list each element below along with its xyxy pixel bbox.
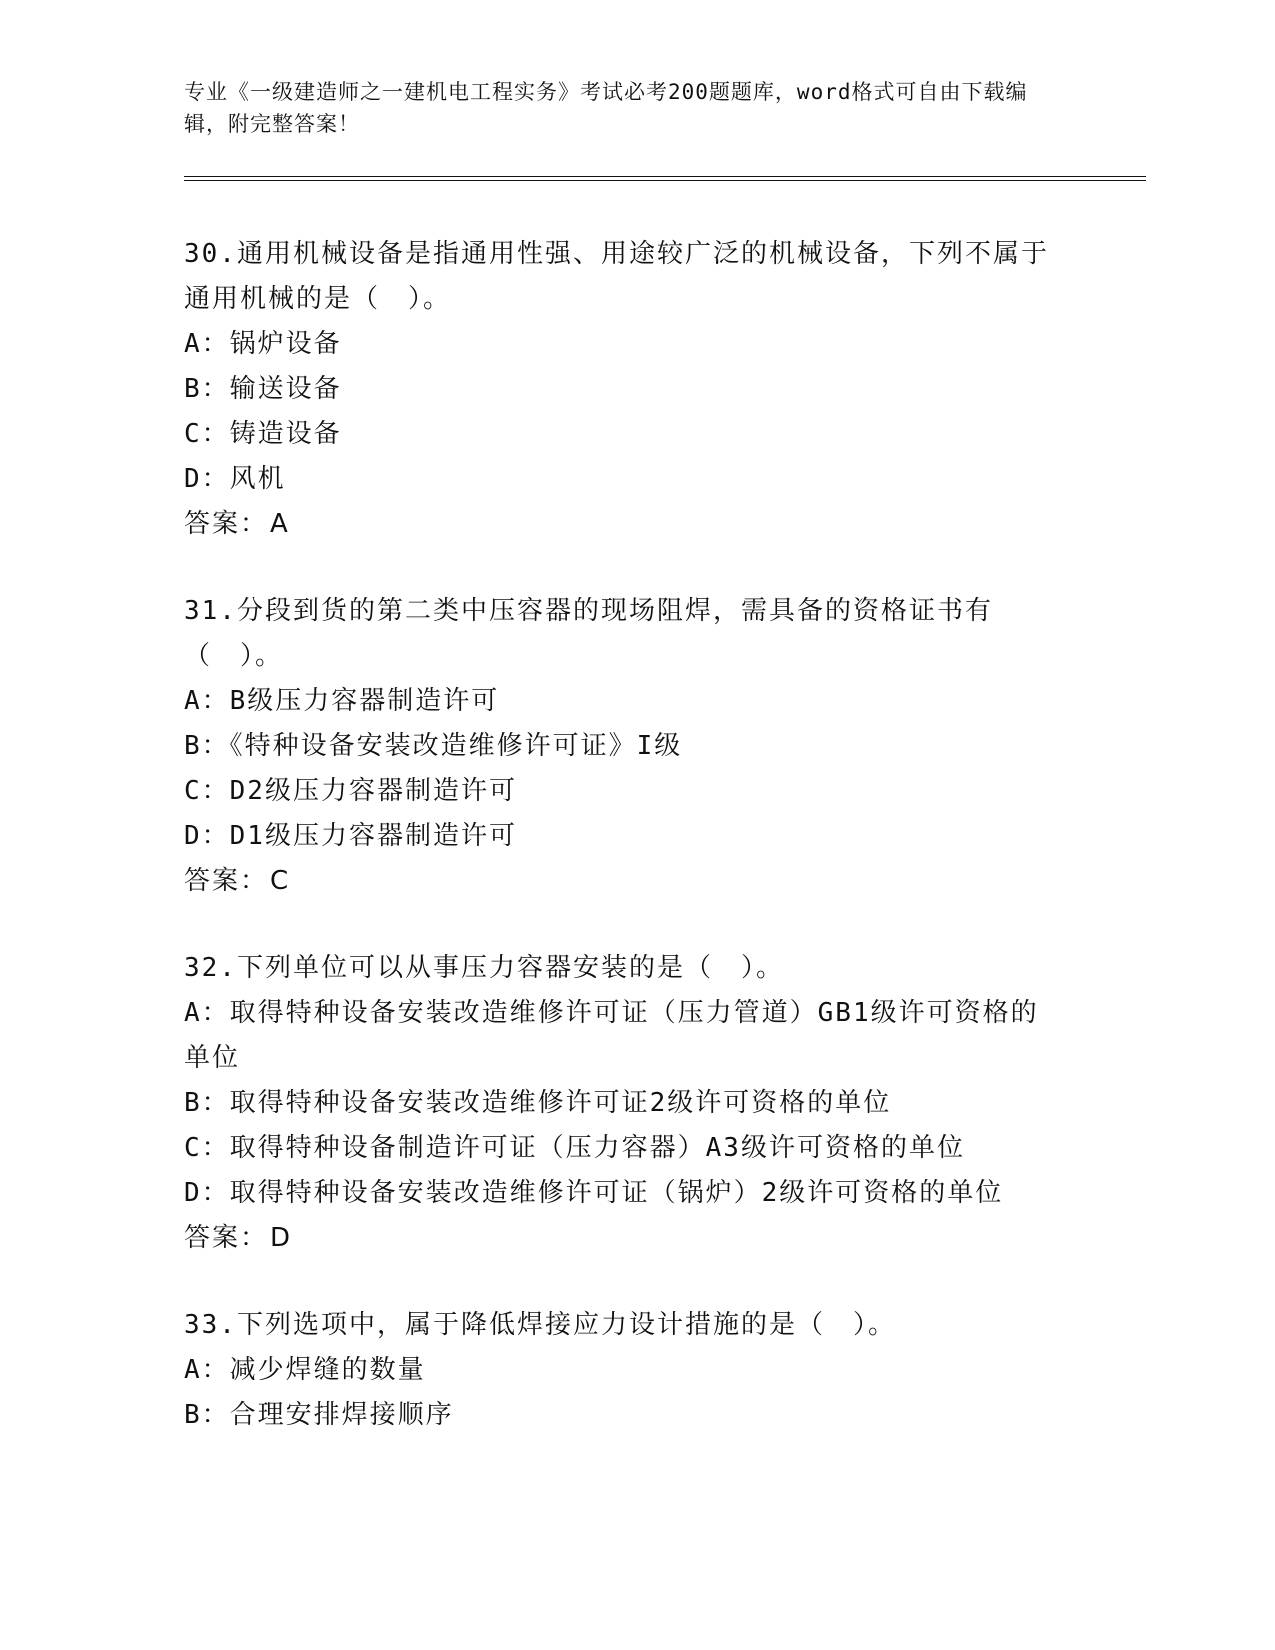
question-31 (184, 589, 1064, 904)
question-stem: 通用机械设备是指通用性强、用途较广泛的机械设备，下列不属于通用机械的是（ ）。 (184, 239, 1049, 314)
answer-line (184, 502, 1064, 547)
question-number: 33. (184, 1310, 237, 1340)
question-number: 31. (184, 596, 237, 626)
question-text (184, 946, 1064, 991)
option-a: A：锅炉设备 (184, 329, 342, 359)
option-a: A：B级压力容器制造许可 (184, 686, 500, 716)
option-a: A：减少焊缝的数量 (184, 1355, 426, 1385)
question-text (184, 589, 1064, 679)
question-number: 30. (184, 239, 237, 269)
option-c: C：取得特种设备制造许可证（压力容器）A3级许可资格的单位 (184, 1133, 965, 1163)
option-d: D：风机 (184, 464, 286, 494)
option-d: D：取得特种设备安装改造维修许可证（锅炉）2级许可资格的单位 (184, 1178, 1004, 1208)
option-c: C：D2级压力容器制造许可 (184, 776, 517, 806)
answer-label: 答案： (184, 1223, 269, 1253)
intro-text: 专业《一级建造师之一建机电工程实务》考试必考200题题库，word格式可自由下载编辑，附完整答案！ (184, 80, 1028, 136)
option-b: B：取得特种设备安装改造维修许可证2级许可资格的单位 (184, 1088, 892, 1118)
answer-value: A (270, 509, 290, 539)
question-30 (184, 232, 1064, 547)
answer-line (184, 859, 1064, 904)
question-stem: 下列单位可以从事压力容器安装的是（ ）。 (236, 953, 784, 983)
answer-label: 答案： (184, 509, 269, 539)
question-list (184, 232, 1064, 1480)
question-number: 32. (184, 953, 237, 983)
document-intro (184, 76, 1064, 140)
question-text (184, 232, 1064, 322)
option-a: A：取得特种设备安装改造维修许可证（压力管道）GB1级许可资格的单位 (184, 998, 1039, 1073)
double-divider (184, 176, 1146, 181)
question-stem: 下列选项中，属于降低焊接应力设计措施的是（ ）。 (236, 1310, 896, 1340)
question-text (184, 1303, 1064, 1348)
question-32 (184, 946, 1064, 1261)
answer-value: C (270, 866, 291, 896)
answer-value: D (270, 1223, 293, 1253)
option-d: D：D1级压力容器制造许可 (184, 821, 517, 851)
option-b: B：《特种设备安装改造维修许可证》I级 (184, 731, 683, 761)
answer-label: 答案： (184, 866, 269, 896)
question-stem: 分段到货的第二类中压容器的现场阻焊，需具备的资格证书有（ ）。 (184, 596, 993, 671)
answer-line (184, 1216, 1064, 1261)
question-33 (184, 1303, 1064, 1438)
option-b: B：输送设备 (184, 374, 342, 404)
option-c: C：铸造设备 (184, 419, 342, 449)
option-b: B：合理安排焊接顺序 (184, 1400, 454, 1430)
